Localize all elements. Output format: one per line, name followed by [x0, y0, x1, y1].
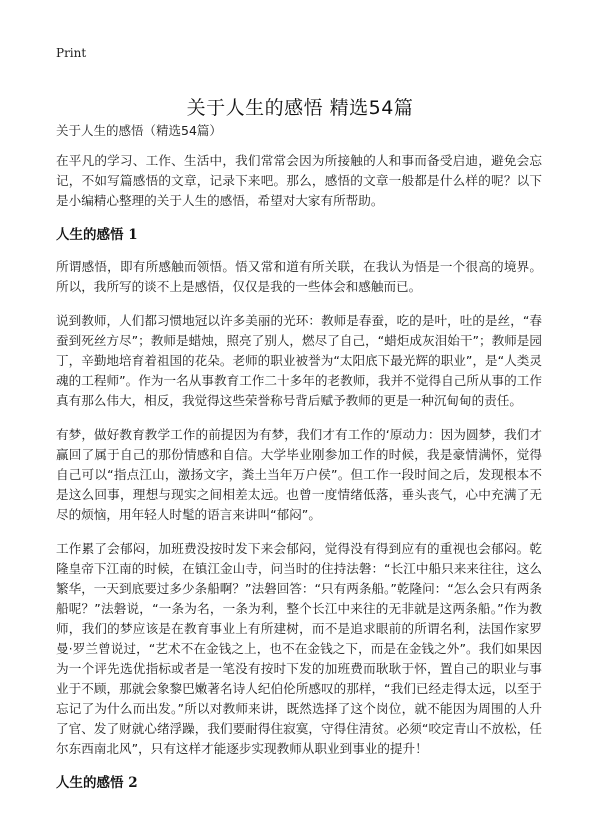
section-heading-text: 人生的感悟 [56, 227, 124, 243]
document-title: 关于人生的感悟 精选54篇 [186, 96, 414, 119]
section-1-paragraph: 有梦，做好教育教学工作的前提因为有梦，我们才有工作的‘原动力：因为圆梦，我们才赢回了属于自己的那份情感和自信。大学毕业刚参加工作的时候，我是豪情满怀，觉得自己可以“指点江山，激扬文字，粪土当年万户侯”。但工作一段时间之后，发现根本不是这么回事，理想与现实之间相差太远。也曾一度情绪低落，垂头丧气，心中充满了无尽的烦恼，用年轻人时髦的语言来讲叫“郁闷”。 [56, 427, 542, 522]
section-1-paragraph: 工作累了会郁闷，加班费没按时发下来会郁闷，觉得没有得到应有的重视也会郁闷。乾隆皇帝下江南的时候，在镇江金山寺，问当时的住持法磐：“长江中船只来来往往，这么繁华，一天到底要过多少条船啊？”法磐回答：“只有两条船。”乾隆问：“怎么会只有两条船呢？”法磐说，“一条为名，一条为利，整个长江中来往的无非就是这两条船。”作为教师，我们的梦应该是在教育事业上有所建树，而不是追求眼前的所谓名利，法国作家罗曼·罗兰曾说过，“艺术不在金钱之上，也不在金钱之下，而是在金钱之外”。我们如果因为一个评先选优指标或者是一笔没有按时下发的加班费而耿耿于怀，置自己的职业与事业于不顾，那就会象黎巴嫩著名诗人纪伯伦所感叹的那样，“我们已经走得太远，以至于忘记了为什么而出发。”所以对教师来讲，既然选择了这个岗位，就不能因为周围的人升了官、发了财就心绪浮躁，我们要耐得住寂寞，守得住清贫。必须“咬定青山不放松，任尔东西南北风”，只有这样才能逐步实现教师从职业到事业的提升！ [56, 541, 542, 756]
intro-paragraph: 在平凡的学习、工作、生活中，我们常常会因为所接触的人和事而备受启迪，避免会忘记，不如写篇感悟的文章，记录下来吧。那么，感悟的文章一般都是什么样的呢？以下是小编精心整理的关于人生的感悟，希望对大家有所帮助。 [56, 153, 542, 208]
section-heading-text: 人生的感悟 [56, 775, 124, 791]
section-1-paragraph: 所谓感悟，即有所感触而领悟。悟又常和道有所关联，在我认为悟是一个很高的境界。所以，我所写的谈不上是感悟，仅仅是我的一些体会和感触而已。 [56, 259, 542, 294]
section-heading-number: 2 [128, 775, 138, 791]
section-heading-1 [56, 225, 542, 245]
section-heading-number: 1 [128, 227, 138, 243]
section-heading-2 [56, 773, 542, 793]
section-1-paragraph: 说到教师，人们都习惯地冠以许多美丽的光环：教师是春蚕，吃的是叶，吐的是丝，“春蚕到死丝方尽”；教师是蜡烛，照亮了别人，燃尽了自己，“蜡炬成灰泪始干”；教师是园丁，辛勤地培育着祖国的花朵。老师的职业被誉为“太阳底下最光辉的职业”，是“人类灵魂的工程师”。作为一名从事教育工作二十多年的老教师，我并不觉得自己所从事的工作真有那么伟大，相反，我觉得这些荣誉称号背后赋予教师的更是一种沉甸甸的责任。 [56, 313, 542, 408]
document-content [56, 151, 542, 805]
print-link[interactable]: Print [56, 46, 87, 60]
document-subtitle: 关于人生的感悟（精选54篇） [56, 123, 222, 138]
